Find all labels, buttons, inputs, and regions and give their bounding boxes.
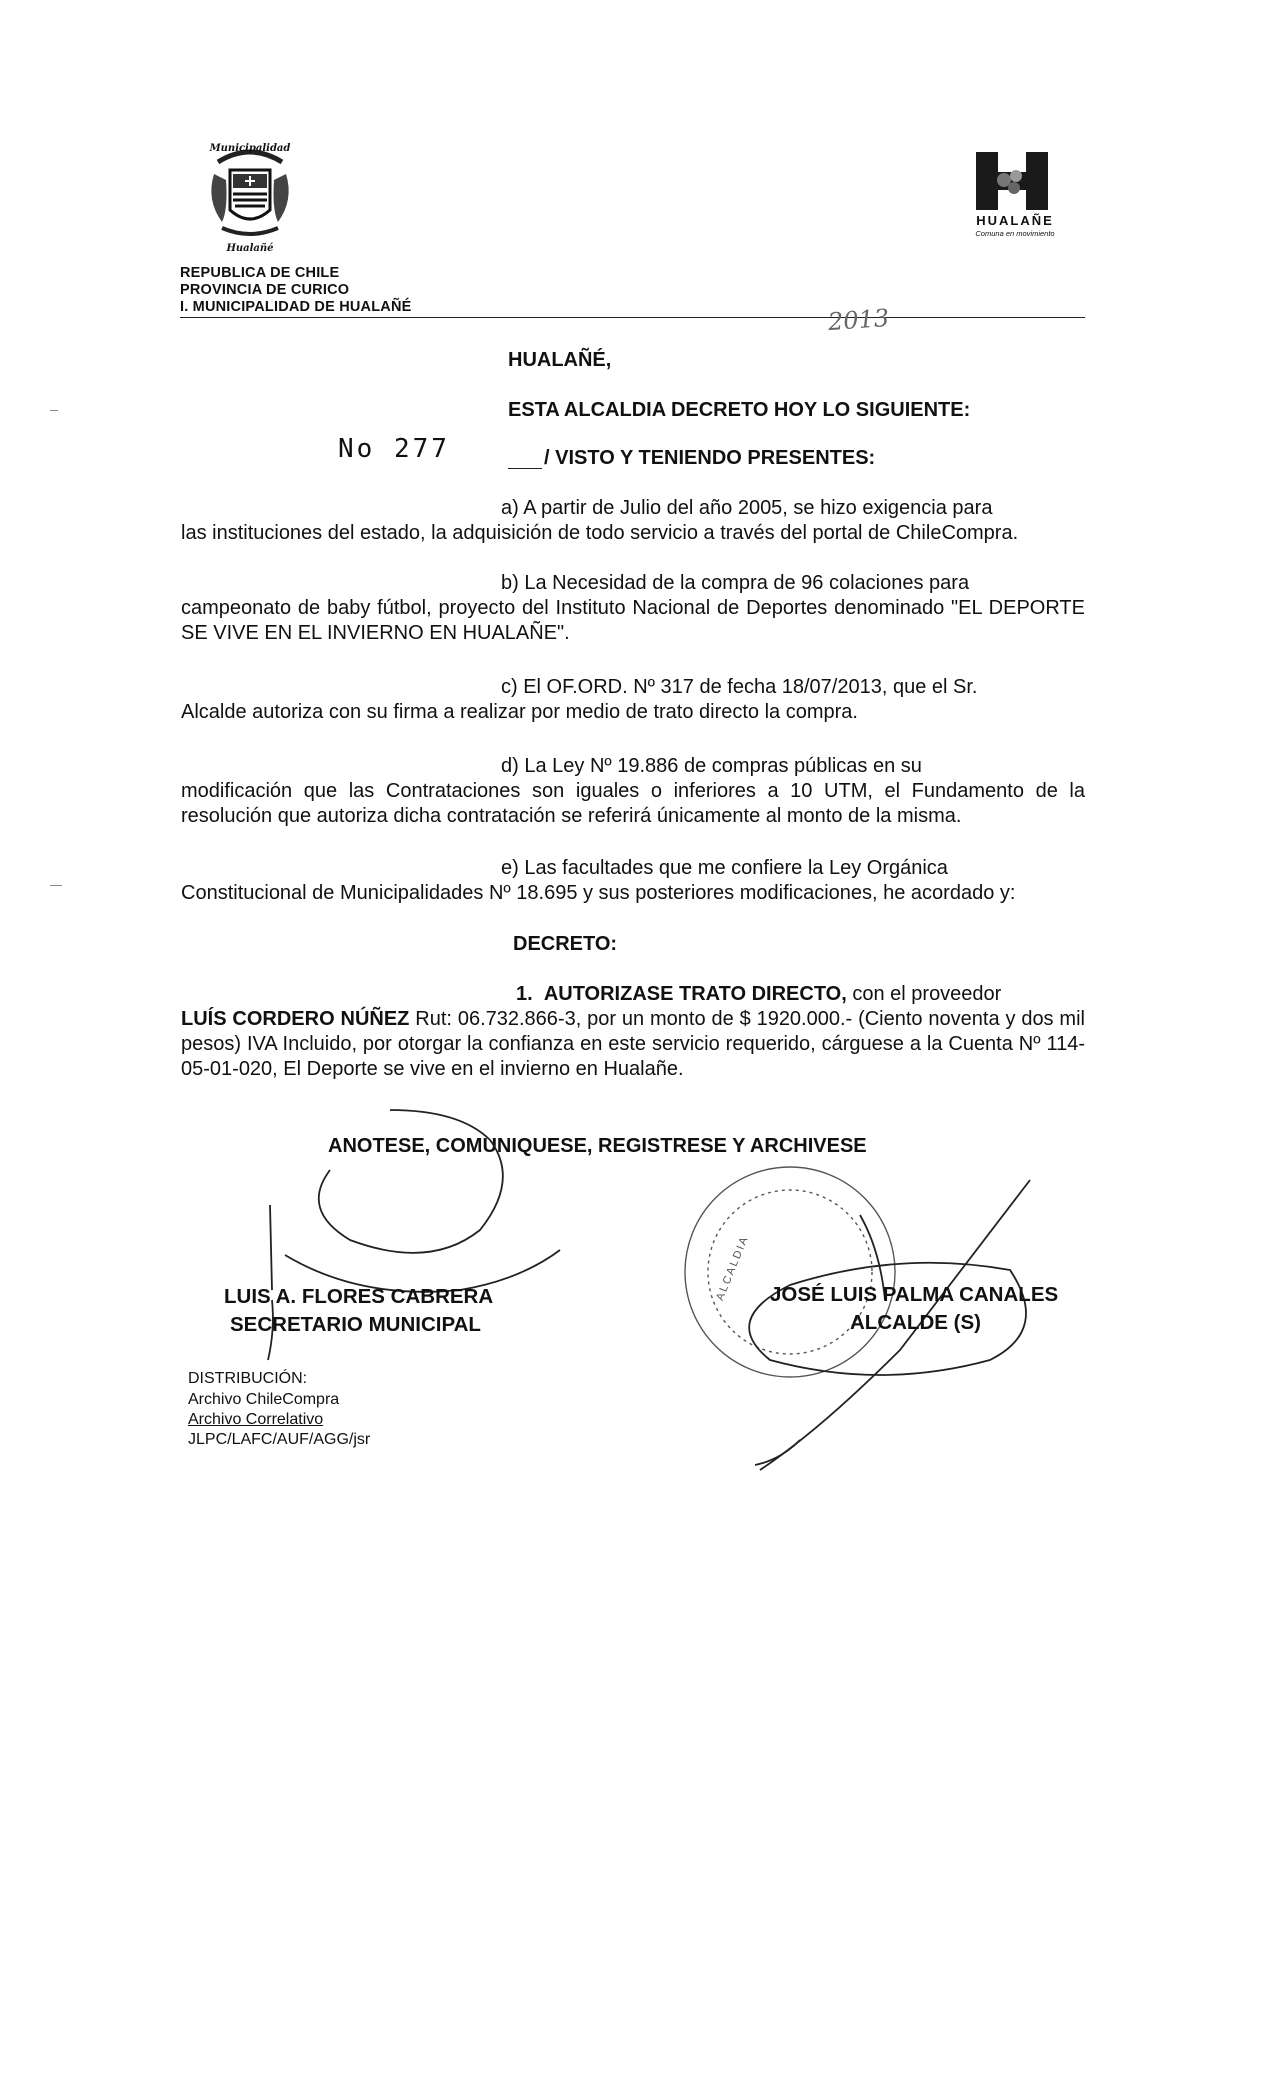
- consideration-e-lead: e) Las facultades que me confiere la Ley Orgánica: [501, 857, 948, 879]
- article-1-lead: [181, 982, 1085, 1007]
- logo-name: HUALAÑE: [976, 213, 1054, 228]
- consideration-c-lead: c) El OF.ORD. Nº 317 de fecha 18/07/2013, que el Sr.: [501, 676, 978, 698]
- consideration-e-body: Constitucional de Municipalidades Nº 18.695 y sus posteriores modificaciones, he acordado y:: [181, 882, 1016, 904]
- seal-script-top: Municipalidad: [209, 143, 291, 154]
- article-1-number: 1.: [516, 983, 533, 1005]
- consideration-c-body: Alcalde autoriza con su firma a realizar por medio de trato directo la compra.: [181, 701, 858, 723]
- article-1-heading: AUTORIZASE TRATO DIRECTO,: [543, 983, 847, 1005]
- article-1-lead-text: con el proveedor: [846, 983, 1002, 1005]
- visto-heading: / VISTO Y TENIENDO PRESENTES:: [544, 447, 876, 469]
- consideration-e: [181, 856, 1085, 906]
- decree-number: No 277: [338, 434, 450, 464]
- municipal-seal: [200, 140, 300, 255]
- consideration-a: [181, 496, 1085, 546]
- stamp-text: ALCALDIA: [714, 1233, 752, 1303]
- seal-script-bottom: Hualañé: [226, 243, 274, 254]
- mayor-name: JOSÉ LUIS PALMA CANALES: [770, 1283, 1059, 1306]
- provider-name: LUÍS CORDERO NÚÑEZ: [181, 1008, 410, 1030]
- distribution-item: Archivo ChileCompra: [188, 1391, 340, 1408]
- hualane-logo: [970, 148, 1060, 214]
- consideration-c: [181, 675, 1085, 725]
- distribution-item: Archivo Correlativo: [188, 1411, 324, 1428]
- logo-tagline: Comuna en movimiento: [975, 229, 1055, 238]
- scan-mark: [50, 410, 58, 411]
- consideration-d-lead: d) La Ley Nº 19.886 de compras públicas en su: [501, 755, 922, 777]
- consideration-b: [181, 571, 1085, 646]
- handwritten-year: 2013: [827, 303, 890, 337]
- distribution-item: JLPC/LAFC/AUF/AGG/jsr: [188, 1431, 371, 1448]
- article-1-body: Rut: 06.732.866-3, por un monto de $ 1920.000.- (Ciento noventa y dos mil pesos) IVA Incluido, por otorgar la confianza en este servicio requerido, cárguese a la Cuenta Nº 114-05-01-020, El Deporte se vive en el invierno en Hualañe.: [181, 1008, 1085, 1080]
- intro-heading: ESTA ALCALDIA DECRETO HOY LO SIGUIENTE:: [508, 399, 971, 421]
- mayor-title: ALCALDE (S): [850, 1311, 981, 1334]
- consideration-d: [181, 754, 1085, 829]
- consideration-a-lead: a) A partir de Julio del año 2005, se hizo exigencia para: [501, 497, 993, 519]
- secretary-name: LUIS A. FLORES CABRERA: [224, 1285, 494, 1308]
- secretary-title: SECRETARIO MUNICIPAL: [230, 1313, 481, 1336]
- consideration-b-body: campeonato de baby fútbol, proyecto del Instituto Nacional de Deportes denominado "EL DEPORTE SE VIVE EN EL INVIERNO EN HUALAÑE".: [181, 597, 1085, 644]
- visto-blank-line: [508, 468, 542, 469]
- header-divider: [180, 317, 1085, 318]
- header-province: PROVINCIA DE CURICO: [180, 282, 350, 298]
- closing-line: ANOTESE, COMUNIQUESE, REGISTRESE Y ARCHIVESE: [328, 1135, 867, 1157]
- article-1: [181, 982, 1085, 1082]
- header-municipality: I. MUNICIPALIDAD DE HUALAÑÉ: [180, 299, 412, 315]
- place-heading: HUALAÑÉ,: [508, 349, 612, 371]
- hualane-h-logo-icon: [970, 148, 1060, 214]
- scan-mark: [50, 885, 62, 886]
- consideration-b-lead: b) La Necesidad de la compra de 96 colaciones para: [501, 572, 970, 594]
- official-stamp: [685, 1167, 895, 1377]
- decreto-heading: DECRETO:: [513, 933, 618, 955]
- distribution-title: DISTRIBUCIÓN:: [188, 1370, 308, 1387]
- consideration-d-body: modificación que las Contrataciones son iguales o inferiores a 10 UTM, el Fundamento de la resolución que autoriza dicha contratación se referirá únicamente al monto de la misma.: [181, 780, 1085, 827]
- consideration-a-body: las instituciones del estado, la adquisición de todo servicio a través del portal de ChileCompra.: [181, 522, 1019, 544]
- header-republic: REPUBLICA DE CHILE: [180, 265, 340, 281]
- coat-of-arms-icon: [200, 140, 300, 255]
